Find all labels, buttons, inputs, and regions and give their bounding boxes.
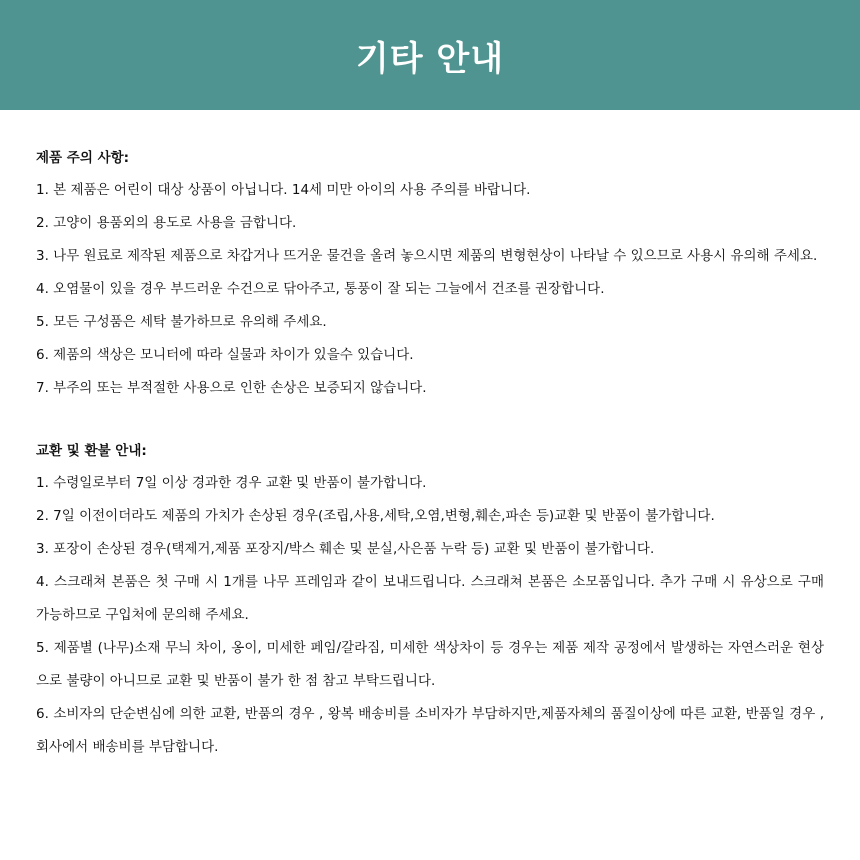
exchange-item-5: 5. 제품별 (나무)소재 무늬 차이, 옹이, 미세한 페임/갈라짐, 미세한 색상차이 등 경우는 제품 제작 공정에서 발생하는 자연스러운 현상으로 불량이 아니므로 교환 및 반품이 불가 한 점 참고 부탁드립니다.: [36, 640, 824, 689]
exchange-item-3: 3. 포장이 손상된 경우(택제거,제품 포장지/박스 훼손 및 분실,사은품 누락 등) 교환 및 반품이 불가합니다.: [36, 541, 655, 557]
exchange-title: 교환 및 환불 안내:: [36, 443, 147, 459]
header-banner: [0, 0, 860, 110]
caution-item-4: 4. 오염물이 있을 경우 부드러운 수건으로 닦아주고, 통풍이 잘 되는 그늘에서 건조를 권장합니다.: [36, 281, 605, 297]
caution-item-5: 5. 모든 구성품은 세탁 불가하므로 유의해 주세요.: [36, 314, 327, 330]
caution-item-3: 3. 나무 원료로 제작된 제품으로 차갑거나 뜨거운 물건을 올려 놓으시면 제품의 변형현상이 나타날 수 있으므로 사용시 유의해 주세요.: [36, 248, 818, 264]
caution-item-6: 6. 제품의 색상은 모니터에 따라 실물과 차이가 있을수 있습니다.: [36, 347, 414, 363]
caution-section: [36, 142, 824, 405]
exchange-item-2: 2. 7일 이전이더라도 제품의 가치가 손상된 경우(조립,사용,세탁,오염,변형,훼손,파손 등)교환 및 반품이 불가합니다.: [36, 508, 715, 524]
page-title: 기타 안내: [355, 38, 505, 79]
caution-list: [36, 174, 824, 405]
exchange-item-4: 4. 스크래쳐 본품은 첫 구매 시 1개를 나무 프레임과 같이 보내드립니다. 스크래쳐 본품은 소모품입니다. 추가 구매 시 유상으로 구매 가능하므로 구입처에 문의해 주세요.: [36, 574, 824, 623]
caution-item-7: 7. 부주의 또는 부적절한 사용으로 인한 손상은 보증되지 않습니다.: [36, 380, 427, 396]
caution-item-1: 1. 본 제품은 어린이 대상 상품이 아닙니다. 14세 미만 아이의 사용 주의를 바랍니다.: [36, 182, 531, 198]
exchange-item-1: 1. 수령일로부터 7일 이상 경과한 경우 교환 및 반품이 불가합니다.: [36, 475, 427, 491]
exchange-list: [36, 467, 824, 764]
section-spacer: [36, 405, 824, 435]
caution-title: 제품 주의 사항:: [36, 150, 130, 166]
exchange-section: [36, 435, 824, 764]
info-content: [0, 110, 860, 764]
exchange-item-6: 6. 소비자의 단순변심에 의한 교환, 반품의 경우 , 왕복 배송비를 소비자가 부담하지만,제품자체의 품질이상에 따른 교환, 반품일 경우 , 회사에서 배송비를 부담합니다.: [36, 706, 824, 755]
caution-item-2: 2. 고양이 용품외의 용도로 사용을 금합니다.: [36, 215, 297, 231]
